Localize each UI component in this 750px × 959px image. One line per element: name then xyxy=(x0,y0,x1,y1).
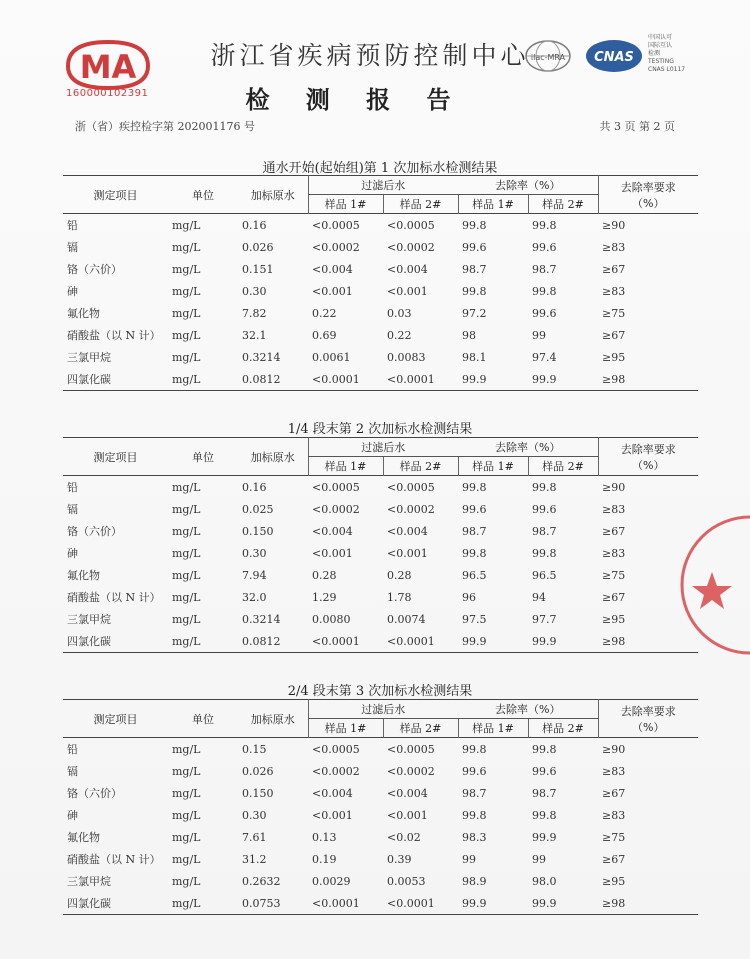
cell-filtered-2: <0.0001 xyxy=(387,372,435,386)
cell-removal-1: 97.5 xyxy=(462,612,487,626)
table-body xyxy=(63,738,698,915)
cell-raw: 0.16 xyxy=(242,480,267,494)
cell-removal-2: 99.8 xyxy=(532,546,557,560)
cell-filtered-2: <0.004 xyxy=(387,262,428,276)
cell-required: ≥67 xyxy=(602,590,626,604)
cell-unit: mg/L xyxy=(172,830,201,844)
cnas-caption-line: CNAS L0117 xyxy=(648,66,686,73)
cell-filtered-1: <0.004 xyxy=(312,786,353,800)
header-sample2: 样品 2# xyxy=(528,719,598,738)
cell-removal-2: 96.5 xyxy=(532,568,557,582)
cell-unit: mg/L xyxy=(172,284,201,298)
cell-raw: 32.1 xyxy=(242,328,267,342)
header-raw: 加标原水 xyxy=(250,712,295,726)
cell-unit: mg/L xyxy=(172,590,201,604)
header-item: 测定项目 xyxy=(93,188,138,202)
header-item: 测定项目 xyxy=(93,450,138,464)
header-sample2: 样品 2# xyxy=(383,457,458,476)
cma-code: 160000102391 xyxy=(66,88,149,99)
cell-removal-2: 99.8 xyxy=(532,808,557,822)
page-counter: 共 3 页 第 2 页 xyxy=(599,120,675,133)
cell-item: 氟化物 xyxy=(67,831,100,844)
cell-raw: 0.2632 xyxy=(242,874,281,888)
cell-filtered-1: <0.001 xyxy=(312,546,353,560)
header-sample1: 样品 1# xyxy=(458,457,528,476)
header-raw: 加标原水 xyxy=(250,450,295,464)
table-row xyxy=(63,542,698,564)
cell-raw: 7.82 xyxy=(242,306,267,320)
cnas-caption-line: 中国认可 xyxy=(648,34,673,41)
cell-filtered-1: 0.13 xyxy=(312,830,337,844)
header-sample1: 样品 1# xyxy=(308,457,383,476)
cell-raw: 7.61 xyxy=(242,830,267,844)
cell-filtered-2: <0.001 xyxy=(387,284,428,298)
header-required xyxy=(598,700,698,738)
cell-item: 氟化物 xyxy=(67,569,100,582)
cell-removal-1: 98.7 xyxy=(462,262,487,276)
cell-filtered-1: 0.0061 xyxy=(312,350,351,364)
cell-filtered-1: <0.001 xyxy=(312,808,353,822)
cell-required: ≥67 xyxy=(602,786,626,800)
cell-unit: mg/L xyxy=(172,524,201,538)
table-row xyxy=(63,280,698,302)
report-number: 浙（省）疾控检字第 202001176 号 xyxy=(75,120,255,133)
report-title: 检 测 报 告 xyxy=(245,85,465,114)
cell-removal-1: 98.7 xyxy=(462,524,487,538)
cell-filtered-2: 0.22 xyxy=(387,328,412,342)
cell-filtered-1: <0.0002 xyxy=(312,764,360,778)
cell-removal-1: 96.5 xyxy=(462,568,487,582)
cell-filtered-1: 0.22 xyxy=(312,306,337,320)
cell-item: 硝酸盐（以 N 计） xyxy=(67,853,161,866)
cnas-caption-line: TESTING xyxy=(648,58,674,65)
cell-required: ≥67 xyxy=(602,852,626,866)
cell-item: 镉 xyxy=(67,765,78,778)
header-unit: 单位 xyxy=(192,188,214,202)
cell-item: 砷 xyxy=(67,285,78,298)
cell-raw: 0.026 xyxy=(242,240,274,254)
cell-unit: mg/L xyxy=(172,306,201,320)
ilac-logo-text: ilac-MRA xyxy=(530,53,566,62)
cell-raw: 0.025 xyxy=(242,502,274,516)
cell-unit: mg/L xyxy=(172,874,201,888)
cell-raw: 0.16 xyxy=(242,218,267,232)
cell-filtered-1: <0.004 xyxy=(312,262,353,276)
cell-filtered-2: <0.0005 xyxy=(387,480,435,494)
cell-raw: 31.2 xyxy=(242,852,267,866)
cnas-caption xyxy=(648,34,708,74)
cell-removal-2: 99.8 xyxy=(532,480,557,494)
cell-filtered-2: <0.0002 xyxy=(387,764,435,778)
cell-filtered-1: 0.28 xyxy=(312,568,337,582)
cell-raw: 0.150 xyxy=(242,524,274,538)
cell-required: ≥95 xyxy=(602,612,626,626)
cell-removal-1: 96 xyxy=(462,590,476,604)
cell-filtered-1: 0.19 xyxy=(312,852,337,866)
cell-required: ≥95 xyxy=(602,350,626,364)
table-row xyxy=(63,258,698,280)
cell-unit: mg/L xyxy=(172,546,201,560)
cell-raw: 0.30 xyxy=(242,546,267,560)
cell-removal-2: 99.9 xyxy=(532,896,557,910)
official-stamp xyxy=(672,510,750,660)
cell-raw: 0.3214 xyxy=(242,350,281,364)
cell-removal-2: 99.9 xyxy=(532,372,557,386)
cell-raw: 0.15 xyxy=(242,742,267,756)
table-row xyxy=(63,782,698,804)
cell-required: ≥83 xyxy=(602,502,626,516)
table-row xyxy=(63,476,698,499)
cell-filtered-2: <0.004 xyxy=(387,524,428,538)
cell-raw: 32.0 xyxy=(242,590,267,604)
cell-removal-2: 99.9 xyxy=(532,830,557,844)
cell-required: ≥83 xyxy=(602,284,626,298)
table-row xyxy=(63,346,698,368)
cell-removal-1: 99.8 xyxy=(462,808,487,822)
cell-required: ≥83 xyxy=(602,808,626,822)
cnas-caption-line: 国际互认 xyxy=(648,42,673,49)
cell-filtered-2: <0.001 xyxy=(387,546,428,560)
cell-raw: 0.3214 xyxy=(242,612,281,626)
cell-filtered-2: <0.001 xyxy=(387,808,428,822)
cell-removal-2: 99.8 xyxy=(532,742,557,756)
table-body xyxy=(63,476,698,653)
cell-unit: mg/L xyxy=(172,896,201,910)
cell-filtered-2: 0.28 xyxy=(387,568,412,582)
cell-removal-2: 99 xyxy=(532,852,546,866)
cell-required: ≥67 xyxy=(602,262,626,276)
cell-item: 三氯甲烷 xyxy=(67,351,111,364)
results-table xyxy=(63,437,698,653)
cell-removal-1: 98.3 xyxy=(462,830,487,844)
cell-removal-1: 99.8 xyxy=(462,218,487,232)
cma-logo-text: MA xyxy=(79,48,137,86)
cell-required: ≥98 xyxy=(602,896,626,910)
header-sample1: 样品 1# xyxy=(458,195,528,214)
cell-required: ≥83 xyxy=(602,764,626,778)
cell-unit: mg/L xyxy=(172,328,201,342)
results-table xyxy=(63,699,698,915)
cell-unit: mg/L xyxy=(172,262,201,276)
cell-item: 三氯甲烷 xyxy=(67,613,111,626)
cell-required: ≥98 xyxy=(602,372,626,386)
cell-unit: mg/L xyxy=(172,634,201,648)
table-row xyxy=(63,324,698,346)
header-sample2: 样品 2# xyxy=(528,195,598,214)
cell-unit: mg/L xyxy=(172,852,201,866)
cell-raw: 0.30 xyxy=(242,808,267,822)
cell-removal-1: 99.8 xyxy=(462,742,487,756)
cell-item: 硝酸盐（以 N 计） xyxy=(67,329,161,342)
table-row xyxy=(63,368,698,391)
cell-removal-2: 99.6 xyxy=(532,240,557,254)
cell-raw: 0.0812 xyxy=(242,634,281,648)
cell-filtered-2: <0.02 xyxy=(387,830,421,844)
cell-removal-2: 99.8 xyxy=(532,284,557,298)
cell-filtered-1: <0.0005 xyxy=(312,742,360,756)
cell-removal-2: 97.4 xyxy=(532,350,557,364)
cma-logo xyxy=(62,36,154,94)
cell-removal-1: 99 xyxy=(462,852,476,866)
cell-removal-1: 99.8 xyxy=(462,284,487,298)
cell-item: 铅 xyxy=(67,743,78,756)
header-required xyxy=(598,438,698,476)
table-row xyxy=(63,870,698,892)
cell-raw: 0.151 xyxy=(242,262,274,276)
reference-line xyxy=(75,118,675,134)
cell-item: 氟化物 xyxy=(67,307,100,320)
cell-removal-1: 99.9 xyxy=(462,372,487,386)
cell-item: 三氯甲烷 xyxy=(67,875,111,888)
cell-removal-1: 99.8 xyxy=(462,546,487,560)
results-table xyxy=(63,175,698,391)
cell-removal-2: 99.6 xyxy=(532,502,557,516)
header-item: 测定项目 xyxy=(93,712,138,726)
header-required-unit: （%） xyxy=(632,196,665,210)
cell-unit: mg/L xyxy=(172,218,201,232)
cell-item: 铬（六价） xyxy=(67,525,122,538)
cell-required: ≥67 xyxy=(602,524,626,538)
ilac-mra-logo xyxy=(522,38,574,74)
cell-filtered-1: 0.0080 xyxy=(312,612,351,626)
cell-item: 铅 xyxy=(67,481,78,494)
cell-removal-1: 99.9 xyxy=(462,896,487,910)
table-row xyxy=(63,848,698,870)
cell-removal-1: 98 xyxy=(462,328,476,342)
header-required-line: 去除率要求 xyxy=(620,180,676,194)
table-row xyxy=(63,630,698,653)
table-row xyxy=(63,804,698,826)
cell-removal-2: 99.9 xyxy=(532,634,557,648)
cell-removal-2: 98.7 xyxy=(532,262,557,276)
cell-filtered-1: <0.0001 xyxy=(312,634,360,648)
header-required-line: 去除率要求 xyxy=(620,704,676,718)
cell-raw: 0.026 xyxy=(242,764,274,778)
cell-unit: mg/L xyxy=(172,240,201,254)
cell-filtered-1: 0.69 xyxy=(312,328,337,342)
header-unit: 单位 xyxy=(192,712,214,726)
table-row xyxy=(63,586,698,608)
cnas-logo xyxy=(584,38,644,74)
cell-filtered-1: <0.0001 xyxy=(312,372,360,386)
cell-filtered-2: <0.0002 xyxy=(387,502,435,516)
header-sample2: 样品 2# xyxy=(528,457,598,476)
cell-required: ≥90 xyxy=(602,218,626,232)
table-row xyxy=(63,826,698,848)
cell-removal-2: 98.7 xyxy=(532,786,557,800)
cell-unit: mg/L xyxy=(172,742,201,756)
cell-raw: 0.150 xyxy=(242,786,274,800)
header-raw: 加标原水 xyxy=(250,188,295,202)
table-row xyxy=(63,564,698,586)
cell-required: ≥90 xyxy=(602,480,626,494)
header-required-unit: （%） xyxy=(632,720,665,734)
cell-unit: mg/L xyxy=(172,764,201,778)
table-row xyxy=(63,738,698,761)
cell-removal-2: 99.8 xyxy=(532,218,557,232)
cell-item: 铬（六价） xyxy=(67,787,122,800)
cell-filtered-1: <0.001 xyxy=(312,284,353,298)
cell-removal-2: 94 xyxy=(532,590,546,604)
cell-raw: 0.0753 xyxy=(242,896,281,910)
cell-filtered-1: <0.0005 xyxy=(312,218,360,232)
cell-item: 镉 xyxy=(67,503,78,516)
cell-raw: 7.94 xyxy=(242,568,267,582)
cell-removal-2: 98.0 xyxy=(532,874,557,888)
cell-required: ≥75 xyxy=(602,830,626,844)
section-title: 2/4 段末第 3 次加标水检测结果 xyxy=(287,684,473,699)
header-required xyxy=(598,176,698,214)
cell-item: 砷 xyxy=(67,547,78,560)
cell-filtered-1: <0.0002 xyxy=(312,502,360,516)
cell-removal-1: 99.6 xyxy=(462,502,487,516)
cell-filtered-2: 1.78 xyxy=(387,590,412,604)
cell-removal-1: 99.6 xyxy=(462,764,487,778)
cnas-caption-line: 检测 xyxy=(648,50,661,57)
cell-removal-2: 99 xyxy=(532,328,546,342)
cell-raw: 0.30 xyxy=(242,284,267,298)
cell-removal-1: 98.1 xyxy=(462,350,487,364)
cell-required: ≥98 xyxy=(602,634,626,648)
cell-unit: mg/L xyxy=(172,480,201,494)
cell-required: ≥83 xyxy=(602,240,626,254)
cell-item: 铬（六价） xyxy=(67,263,122,276)
table-row xyxy=(63,608,698,630)
cell-raw: 0.0812 xyxy=(242,372,281,386)
table-body xyxy=(63,214,698,391)
cell-filtered-2: <0.0002 xyxy=(387,240,435,254)
header-sample1: 样品 1# xyxy=(458,719,528,738)
cell-unit: mg/L xyxy=(172,372,201,386)
cell-filtered-2: 0.0053 xyxy=(387,874,426,888)
cell-removal-2: 99.6 xyxy=(532,764,557,778)
cell-required: ≥75 xyxy=(602,306,626,320)
cell-filtered-1: <0.004 xyxy=(312,524,353,538)
cell-filtered-2: <0.004 xyxy=(387,786,428,800)
cell-removal-1: 98.7 xyxy=(462,786,487,800)
cell-removal-1: 97.2 xyxy=(462,306,487,320)
cell-removal-1: 99.9 xyxy=(462,634,487,648)
cell-filtered-2: <0.0001 xyxy=(387,634,435,648)
header-sample1: 样品 1# xyxy=(308,719,383,738)
cell-filtered-1: <0.0002 xyxy=(312,240,360,254)
header-filtered: 过滤后水 xyxy=(308,438,458,457)
header-removal: 去除率（%） xyxy=(458,176,598,195)
table-row xyxy=(63,302,698,324)
cell-item: 四氯化碳 xyxy=(67,897,111,910)
cell-item: 四氯化碳 xyxy=(67,373,111,386)
cell-removal-2: 98.7 xyxy=(532,524,557,538)
section-title: 1/4 段末第 2 次加标水检测结果 xyxy=(287,422,473,437)
cell-removal-1: 99.6 xyxy=(462,240,487,254)
header-removal: 去除率（%） xyxy=(458,700,598,719)
cell-item: 砷 xyxy=(67,809,78,822)
cell-required: ≥67 xyxy=(602,328,626,342)
cell-removal-1: 98.9 xyxy=(462,874,487,888)
cell-filtered-2: <0.0001 xyxy=(387,896,435,910)
table-row xyxy=(63,520,698,542)
cell-unit: mg/L xyxy=(172,612,201,626)
table-row xyxy=(63,498,698,520)
cell-filtered-1: 0.0029 xyxy=(312,874,351,888)
cell-required: ≥83 xyxy=(602,546,626,560)
header-removal: 去除率（%） xyxy=(458,438,598,457)
cell-unit: mg/L xyxy=(172,568,201,582)
cell-removal-2: 97.7 xyxy=(532,612,557,626)
cell-removal-1: 99.8 xyxy=(462,480,487,494)
cell-filtered-1: <0.0001 xyxy=(312,896,360,910)
cell-item: 铅 xyxy=(67,219,78,232)
cnas-logo-text: CNAS xyxy=(594,50,634,65)
header-unit: 单位 xyxy=(192,450,214,464)
header-required-unit: （%） xyxy=(632,458,665,472)
cell-item: 硝酸盐（以 N 计） xyxy=(67,591,161,604)
header-sample2: 样品 2# xyxy=(383,719,458,738)
cell-item: 镉 xyxy=(67,241,78,254)
header-sample1: 样品 1# xyxy=(308,195,383,214)
table-row xyxy=(63,214,698,237)
cell-required: ≥75 xyxy=(602,568,626,582)
cell-unit: mg/L xyxy=(172,808,201,822)
cell-filtered-1: 1.29 xyxy=(312,590,337,604)
cell-filtered-2: 0.03 xyxy=(387,306,412,320)
cell-unit: mg/L xyxy=(172,502,201,516)
cell-filtered-2: 0.39 xyxy=(387,852,412,866)
cell-filtered-2: <0.0005 xyxy=(387,742,435,756)
cell-filtered-2: 0.0074 xyxy=(387,612,426,626)
table-row xyxy=(63,892,698,915)
cell-unit: mg/L xyxy=(172,350,201,364)
header-required-line: 去除率要求 xyxy=(620,442,676,456)
organization-name: 浙江省疾病预防控制中心 xyxy=(210,41,530,70)
section-title: 通水开始(起始组)第 1 次加标水检测结果 xyxy=(262,161,498,176)
cell-filtered-1: <0.0005 xyxy=(312,480,360,494)
cell-removal-2: 99.6 xyxy=(532,306,557,320)
cell-required: ≥90 xyxy=(602,742,626,756)
header-filtered: 过滤后水 xyxy=(308,176,458,195)
cell-item: 四氯化碳 xyxy=(67,635,111,648)
cell-filtered-2: <0.0005 xyxy=(387,218,435,232)
table-row xyxy=(63,760,698,782)
cell-required: ≥95 xyxy=(602,874,626,888)
header-filtered: 过滤后水 xyxy=(308,700,458,719)
table-row xyxy=(63,236,698,258)
header-sample2: 样品 2# xyxy=(383,195,458,214)
cell-filtered-2: 0.0083 xyxy=(387,350,426,364)
cell-unit: mg/L xyxy=(172,786,201,800)
